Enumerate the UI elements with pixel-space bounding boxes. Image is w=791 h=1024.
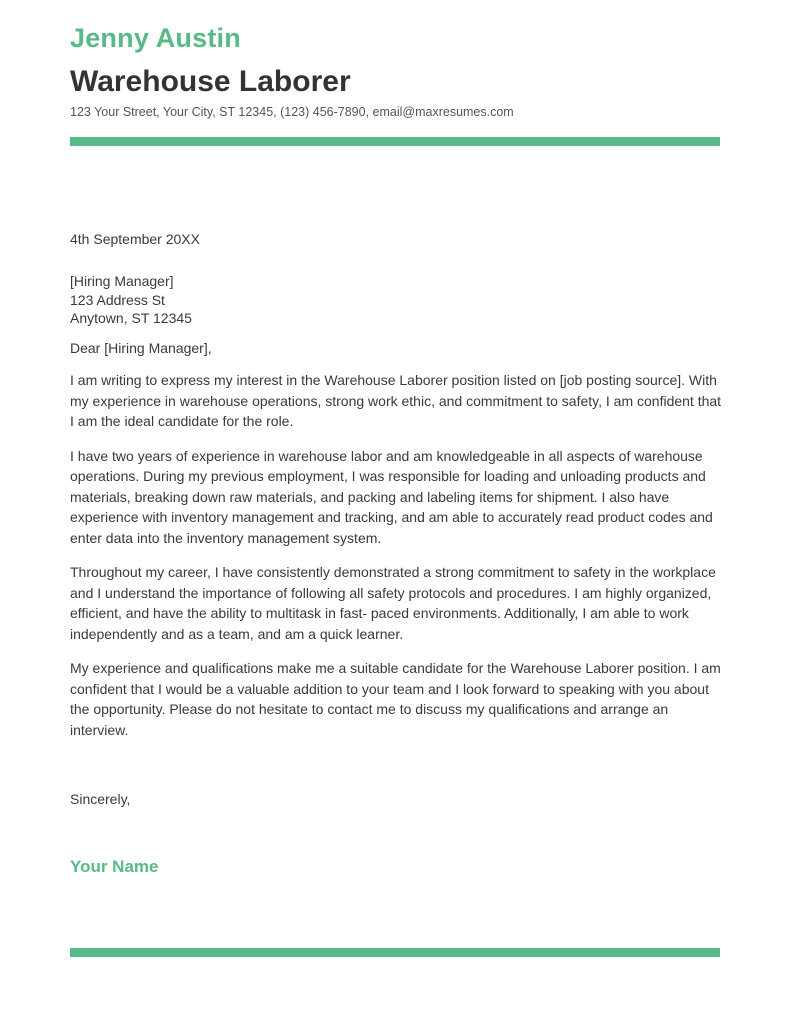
- closing: Sincerely,: [70, 791, 131, 807]
- header-divider: [70, 137, 720, 146]
- body-paragraph: Throughout my career, I have consistently demonstrated a strong commitment to safety in the workplace and I understand the importance of following all safety protocols and procedures. I am highly organized, efficient, and have the ability to multitask in fast- paced environments. Additionally, I am able to work independently and as a team, and am a quick learner.: [70, 564, 716, 642]
- letter-date: 4th September 20XX: [70, 231, 200, 247]
- signature-name: Your Name: [70, 857, 159, 876]
- recipient-address: [70, 272, 192, 328]
- salutation: Dear [Hiring Manager],: [70, 340, 212, 356]
- job-title: Warehouse Laborer: [70, 65, 351, 98]
- letter-body: [70, 370, 722, 754]
- contact-info: 123 Your Street, Your City, ST 12345, (123) 456-7890, email@maxresumes.com: [70, 105, 514, 119]
- recipient-city: Anytown, ST 12345: [70, 310, 192, 326]
- recipient-street: 123 Address St: [70, 291, 165, 308]
- footer-divider: [70, 948, 720, 957]
- applicant-name: Jenny Austin: [70, 23, 241, 53]
- body-paragraph: I have two years of experience in warehouse labor and am knowledgeable in all aspects of warehouse operations. During my previous employment, I was responsible for loading and unloading products and materials, breaking down raw materials, and packing and labeling items for shipment. I also have experience with inventory management and tracking, and am able to accurately read product codes and enter data into the inventory management system.: [70, 447, 713, 546]
- body-paragraph: My experience and qualifications make me a suitable candidate for the Warehouse Laborer position. I am confident that I would be a valuable addition to your team and I look forward to speaking with you about the opportunity. Please do not hesitate to contact me to discuss my qualifications and arrange an interview.: [70, 660, 721, 738]
- recipient-name: [Hiring Manager]: [70, 273, 174, 289]
- body-paragraph: I am writing to express my interest in the Warehouse Laborer position listed on [job posting source]. With my experience in warehouse operations, strong work ethic, and commitment to safety, I am confident that I am the ideal candidate for the role.: [70, 372, 722, 429]
